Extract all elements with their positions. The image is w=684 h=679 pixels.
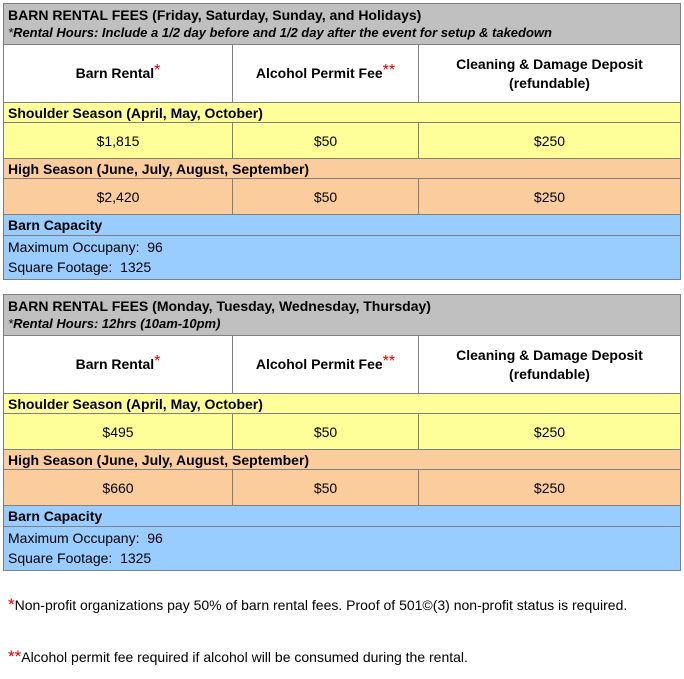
- capacity-details: [4, 526, 680, 570]
- table-subtitle: *Rental Hours: Include a 1/2 day before and 1/2 day after the event for setup & takedown: [8, 25, 552, 40]
- footnote-asterisk: *: [8, 595, 15, 614]
- alcohol-fee-value: $50: [232, 414, 418, 449]
- deposit-value: $250: [418, 179, 680, 214]
- alcohol-fee-value: $50: [232, 470, 418, 505]
- capacity-title: Barn Capacity: [4, 214, 680, 235]
- col-deposit: Cleaning & Damage Deposit (refundable): [418, 45, 680, 102]
- deposit-value: $250: [418, 470, 680, 505]
- high-season-label: High Season (June, July, August, September): [4, 158, 680, 178]
- deposit-value: $250: [418, 123, 680, 158]
- high-season-row: [4, 469, 680, 505]
- square-footage: Square Footage: 1325: [8, 550, 152, 566]
- shoulder-season-label: Shoulder Season (April, May, October): [4, 102, 680, 122]
- footnote-text: Non-profit organizations pay 50% of barn rental fees. Proof of 501©(3) non-profit status is required.: [14, 597, 628, 613]
- shoulder-season-label: Shoulder Season (April, May, October): [4, 393, 680, 413]
- alcohol-fee-value: $50: [232, 179, 418, 214]
- col-alcohol-permit: Alcohol Permit Fee **: [232, 336, 418, 393]
- table-title: BARN RENTAL FEES (Friday, Saturday, Sunday, and Holidays): [8, 7, 422, 23]
- footnote-asterisk: **: [8, 647, 22, 666]
- weekend-fees-table: [3, 3, 681, 280]
- high-season-label: High Season (June, July, August, September): [4, 449, 680, 469]
- barn-rental-value: $2,420: [96, 188, 140, 205]
- shoulder-season-row: [4, 413, 680, 449]
- barn-rental-value: $660: [102, 479, 134, 496]
- square-footage: Square Footage: 1325: [8, 259, 152, 275]
- column-headers: [4, 335, 680, 393]
- max-occupancy: Maximum Occupany: 96: [8, 530, 163, 546]
- footnote-nonprofit: [8, 594, 668, 616]
- weekday-fees-table: [3, 294, 681, 571]
- max-occupancy: Maximum Occupany: 96: [8, 239, 163, 255]
- table-title: BARN RENTAL FEES (Monday, Tuesday, Wednesday, Thursday): [8, 298, 431, 314]
- col-alcohol-permit: Alcohol Permit Fee **: [232, 45, 418, 102]
- shoulder-season-row: [4, 122, 680, 158]
- table-header: [4, 295, 680, 335]
- capacity-details: [4, 235, 680, 279]
- col-deposit: Cleaning & Damage Deposit (refundable): [418, 336, 680, 393]
- column-headers: [4, 44, 680, 102]
- table-header: [4, 4, 680, 44]
- capacity-title: Barn Capacity: [4, 505, 680, 526]
- barn-rental-value: $1,815: [96, 132, 140, 149]
- footnote-alcohol: [8, 646, 668, 668]
- alcohol-fee-value: $50: [232, 123, 418, 158]
- barn-rental-value: $495: [102, 423, 134, 440]
- high-season-row: [4, 178, 680, 214]
- col-barn-rental: Barn Rental *: [75, 353, 161, 372]
- col-barn-rental: Barn Rental *: [75, 62, 161, 81]
- deposit-value: $250: [418, 414, 680, 449]
- footnote-text: Alcohol permit fee required if alcohol will be consumed during the rental.: [21, 649, 468, 665]
- table-subtitle: *Rental Hours: 12hrs (10am-10pm): [8, 316, 221, 331]
